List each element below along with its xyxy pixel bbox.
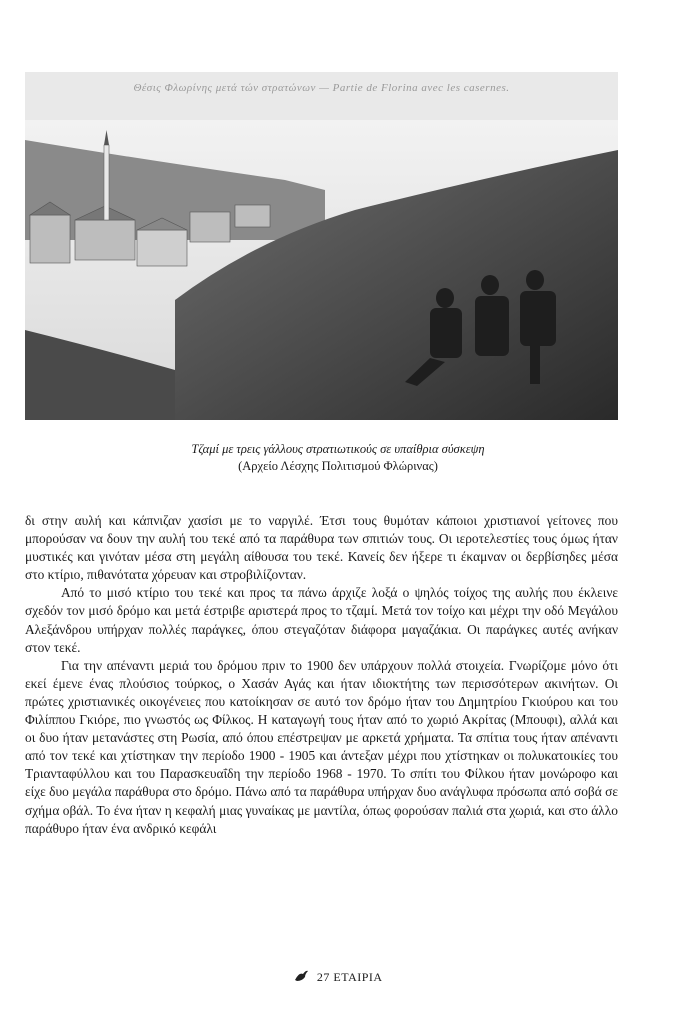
paragraph: Για την απέναντι μεριά του δρόμου πριν το 1900 δεν υπάρχουν πολλά στοιχεία. Γνωρίζομε μόνο ότι εκεί έμενε ένας πλούσιος τούρκος, ο Χασάν Αγάς και ήταν ιδιοκτήτης των περισσότερων ακινήτων. Οι πρώτες χριστιανικές οικογένειες που κατοίκησαν σε αυτό τον δρόμο ήταν του Δημητρίου Γκιούρου και του Φιλίππου Γκιόρε, πιο γνωστός ως Φίλκος. Η καταγωγή τους ήταν από το χωριό Ακρίτας (Μπουφι), αλλά και οι δυο ήταν μετανάστες στη Ρωσία, από όπου επέστρεψαν με αρκετά χρήματα. Τα σπίτια τους ήταν απέναντι από τον τεκέ και χτίστηκαν την περίοδο 1900 - 1905 και άντεξαν μέχρι που χτίστηκαν οι πολυκατοικίες του Τριανταφύλλου και του Παρασκευαΐδη την περίοδο 1968 - 1970. Το σπίτι του Φίλκου ήταν μονώροφο και είχε δυο μεγάλα παράθυρα στο δρόμο. Πάνω από τα παράθυρα υπήρχαν δυο ανάγλυφα πρόσωπα από σοβά σε σχήμα οβάλ. Το ένα ήταν η κεφαλή μιας γυναίκας με μαντίλα, όπως φορούσαν παλιά στα χωριά, και στο άλλο παράθυρο ήταν ένα ανδρικό κεφάλι [25, 657, 618, 836]
minaret [104, 145, 109, 220]
page-footer [0, 968, 676, 988]
photo-image [25, 120, 618, 420]
page-number: 27 [316, 969, 330, 984]
photo-credit: (Αρχείο Λέσχης Πολιτισμού Φλώρινας) [238, 459, 438, 473]
bird-ornament-icon [293, 968, 309, 988]
photo-printed-title: Θέσις Φλωρίνης μετά τών στρατώνων — Partie de Florina avec les casernes. [133, 82, 510, 94]
photo-caption: Τζαμί με τρεις γάλλους στρατιωτικούς σε υπαίθρια σύσκεψη [191, 442, 485, 456]
footer-label: ΕΤΑΙΡΙΑ [333, 969, 383, 984]
body-text [25, 512, 618, 838]
paragraph: Από το μισό κτίριο του τεκέ και προς τα πάνω άρχιζε λοξά ο ψηλός τοίχος της αυλής που έκλεινε σχεδόν τον μισό δρόμο και μετά έστριβε αριστερά προς το τζαμί. Μετά τον τοίχο και μέχρι την οδό Μεγάλου Αλεξάνδρου υπήρχαν πολλές παράγκες, όπου στεγαζόταν διάφορα μαγαζάκια. Οι παράγκες αυτές ανήκαν στον τεκέ. [25, 585, 618, 655]
paragraph: δι στην αυλή και κάπνιζαν χασίσι με το ναργιλέ. Έτσι τους θυμόταν κάποιοι χριστιανοί γείτονες που μπορούσαν να δουν την αυλή του τεκέ από τα παράθυρα των σπιτιών τους. Οι ιεροτελεστίες τους όμως ήταν μυστικές και γινόταν μέσα στη μεγάλη αίθουσα του τεκέ. Κανείς δεν ήξερε τι έκαμναν οι δερβίσηδες μέσα στο κτίριο, πιθανότατα χόρευαν και στροβιλίζονταν. [25, 513, 618, 583]
archival-photo [25, 72, 618, 420]
